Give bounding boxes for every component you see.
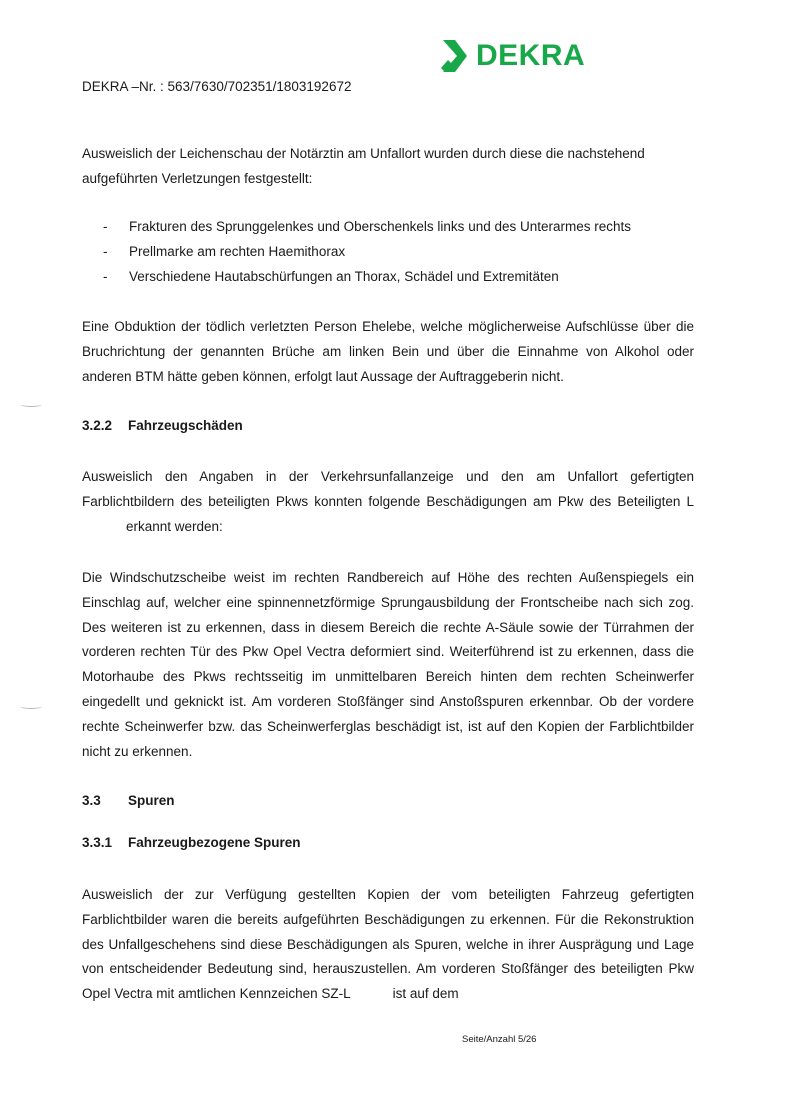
section-heading-3-3 [82, 793, 175, 808]
list-dash: - [103, 269, 108, 284]
section-number: 3.2.2 [82, 418, 113, 433]
paragraph-text: ist auf dem [392, 986, 459, 1002]
paragraph-text: erkannt werden: [126, 518, 223, 534]
list-dash: - [103, 219, 108, 234]
dekra-logo-icon [440, 38, 470, 74]
section-number: 3.3.1 [82, 835, 113, 850]
list-item-text: Verschiedene Hautabschürfungen an Thorax, Schädel und Extremitäten [129, 269, 559, 284]
document-number: DEKRA –Nr. : 563/7630/702351/1803192672 [82, 79, 352, 94]
vehicle-damage-paragraph: Die Windschutzscheibe weist im rechten Randbereich auf Höhe des rechten Außenspiegels ein Einschlag auf, welcher eine spinnennetzförmige Sprungausbildung der Frontscheibe nach sich zog. Des weiteren ist zu erkennen, dass in diesem Bereich die rechte A-Säule sowie der Türrahmen der vorderen rechten Tür des Pkw Opel Vectra deformiert sind. Weiterführend ist zu erkennen, dass die Motorhaube des Pkws rechtsseitig im unmittelbaren Bereich hinten dem rechten Scheinwerfer eingedellt und geknickt ist. Am vorderen Stoßfänger sind Anstoßspuren erkennbar. Ob der vordere rechte Scheinwerfer bzw. das Scheinwerferglas beschädigt ist, ist auf den Kopien der Farblichtbilder nicht zu erkennen. [82, 570, 694, 759]
paragraph-text: Ausweislich der zur Verfügung gestellten Kopien der vom beteiligten Fahrzeug gefertigten Farblichtbilder waren die bereits aufgeführten Beschädigungen zu erkennen. Für die Rekonstruktion des Unfallgeschehens sind diese Beschädigungen als Spuren, welche in ihrer Ausprägung und Lage von entscheidender Bedeutung sind, herauszustellen. Am vorderen Stoßfänger des beteiligten Pkw Opel Vectra mit amtlichen Kennzeichen SZ-L [82, 887, 694, 1002]
autopsy-paragraph: Eine Obduktion der tödlich verletzten Person Ehelebe, welche möglicherweise Aufschlüsse über die Bruchrichtung der genannten Brüche am linken Bein und über die Einnahme von Alkohol oder anderen BTM hätte geben können, erfolgt laut Aussage der Auftraggeberin nicht. [82, 319, 694, 384]
list-item-text: Frakturen des Sprunggelenkes und Oberschenkels links und des Unterarmes rechts [129, 219, 632, 234]
dekra-logo [440, 38, 585, 74]
intro-paragraph: Ausweislich der Leichenschau der Notärztin am Unfallort wurden durch diese die nachstehend aufgeführten Verletzungen festgestellt: [82, 146, 645, 186]
list-item-text: Prellmarke am rechten Haemithorax [129, 244, 346, 259]
list-item [82, 214, 702, 239]
section-heading-3-2-2 [82, 418, 243, 433]
scan-artifact [20, 704, 42, 709]
list-item [82, 239, 702, 264]
list-item [82, 264, 702, 289]
paragraph-text: Ausweislich den Angaben in der Verkehrsunfallanzeige und den am Unfallort gefertigten Farblichtbildern des beteiligten Pkws konnten folgende Beschädigungen am Pkw des Beteiligten L [82, 469, 694, 509]
scan-artifact [20, 402, 42, 407]
list-dash: - [103, 244, 108, 259]
section-heading-3-3-1 [82, 835, 301, 850]
vehicle-traces-paragraph [82, 883, 694, 1007]
injury-list [82, 214, 702, 289]
section-title: Fahrzeugbezogene Spuren [128, 835, 301, 850]
section-number: 3.3 [82, 793, 101, 808]
section-title: Spuren [128, 793, 175, 808]
dekra-logo-text: DEKRA [476, 39, 586, 72]
section-title: Fahrzeugschäden [128, 418, 243, 433]
page-number: Seite/Anzahl 5/26 [462, 1034, 537, 1045]
vehicle-damage-intro-paragraph [82, 465, 694, 539]
